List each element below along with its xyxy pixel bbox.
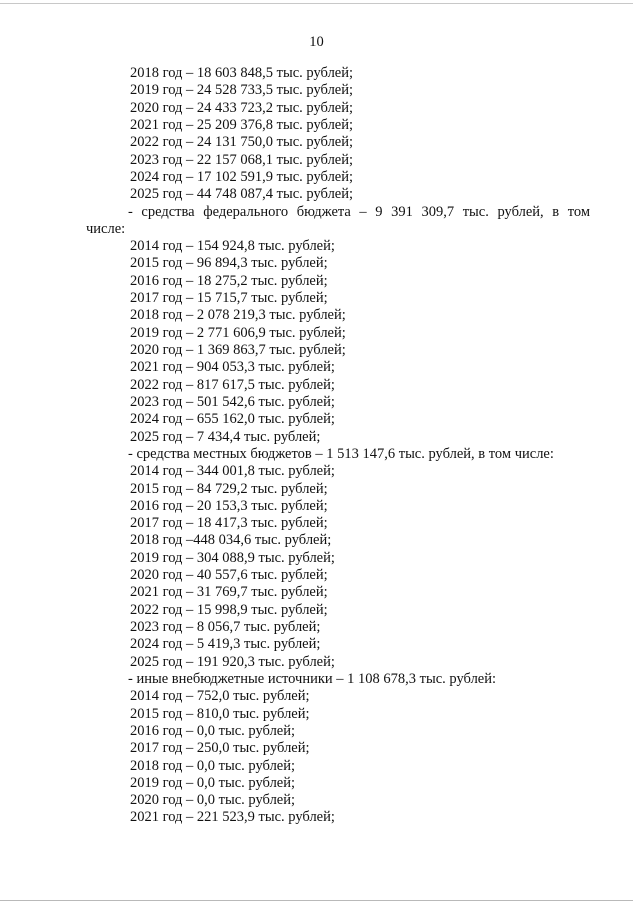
year-line: 2021 год – 221 523,9 тыс. рублей; xyxy=(130,809,335,826)
year-line: 2022 год – 817 617,5 тыс. рублей; xyxy=(130,376,335,393)
year-line: 2014 год – 154 924,8 тыс. рублей; xyxy=(130,238,335,255)
year-line: 2024 год – 5 419,3 тыс. рублей; xyxy=(130,636,321,653)
year-line: 2016 год – 20 153,3 тыс. рублей; xyxy=(130,497,328,514)
year-line: 2018 год – 2 078 219,3 тыс. рублей; xyxy=(130,307,346,324)
year-line: 2023 год – 22 157 068,1 тыс. рублей; xyxy=(130,151,354,168)
year-line: 2015 год – 84 729,2 тыс. рублей; xyxy=(130,480,328,497)
year-line: 2023 год – 8 056,7 тыс. рублей; xyxy=(130,619,321,635)
top-year-list xyxy=(86,65,590,204)
year-line: 2015 год – 96 894,3 тыс. рублей; xyxy=(130,255,328,272)
top-scan-edge xyxy=(0,3,633,4)
year-line: 2014 год – 752,0 тыс. рублей; xyxy=(130,688,310,705)
local-budget-section xyxy=(86,446,590,671)
year-line: 2016 год – 18 275,2 тыс. рублей; xyxy=(130,272,328,289)
year-line: 2019 год – 2 771 606,9 тыс. рублей; xyxy=(130,324,346,341)
year-line: 2016 год – 0,0 тыс. рублей; xyxy=(130,722,296,739)
federal-budget-heading-continuation: числе: xyxy=(86,220,126,237)
year-line: 2021 год – 31 769,7 тыс. рублей; xyxy=(130,584,328,601)
year-line: 2020 год – 40 557,6 тыс. рублей; xyxy=(130,567,328,584)
year-line: 2022 год – 15 998,9 тыс. рублей; xyxy=(130,601,328,618)
year-line: 2019 год – 24 528 733,5 тыс. рублей; xyxy=(130,82,354,99)
year-line: 2025 год – 44 748 087,4 тыс. рублей; xyxy=(130,186,354,203)
document-body xyxy=(86,65,590,827)
year-line: 2023 год – 501 542,6 тыс. рублей; xyxy=(130,393,335,410)
year-line: 2025 год – 7 434,4 тыс. рублей; xyxy=(130,428,321,445)
year-line: 2014 год – 344 001,8 тыс. рублей; xyxy=(130,463,335,480)
year-line: 2022 год – 24 131 750,0 тыс. рублей; xyxy=(130,134,354,151)
year-line: 2019 год – 304 088,9 тыс. рублей; xyxy=(130,549,335,566)
year-line: 2018 год – 18 603 848,5 тыс. рублей; xyxy=(130,65,354,81)
year-line: 2021 год – 25 209 376,8 тыс. рублей; xyxy=(130,116,354,133)
year-line: 2017 год – 250,0 тыс. рублей; xyxy=(130,740,310,757)
bottom-scan-edge xyxy=(0,900,633,901)
extrabudgetary-heading: - иные внебюджетные источники – 1 108 678,3 тыс. рублей: xyxy=(128,670,497,687)
year-line: 2020 год – 0,0 тыс. рублей; xyxy=(130,792,296,809)
year-line: 2020 год – 24 433 723,2 тыс. рублей; xyxy=(130,99,354,116)
federal-budget-section xyxy=(86,204,590,446)
page-number: 10 xyxy=(309,34,324,50)
year-line: 2025 год – 191 920,3 тыс. рублей; xyxy=(130,653,335,670)
year-line: 2017 год – 18 417,3 тыс. рублей; xyxy=(130,515,328,532)
year-line: 2017 год – 15 715,7 тыс. рублей; xyxy=(130,290,328,307)
year-line: 2018 год – 0,0 тыс. рублей; xyxy=(130,757,296,774)
year-line: 2024 год – 655 162,0 тыс. рублей; xyxy=(130,411,335,428)
extrabudgetary-section xyxy=(86,671,590,827)
federal-budget-heading: - средства федерального бюджета – 9 391 309,7 тыс. рублей, в том xyxy=(128,203,590,220)
year-line: 2019 год – 0,0 тыс. рублей; xyxy=(130,774,296,791)
local-budget-heading: - средства местных бюджетов – 1 513 147,6 тыс. рублей, в том числе: xyxy=(128,445,554,462)
year-line: 2024 год – 17 102 591,9 тыс. рублей; xyxy=(130,168,354,185)
year-line: 2021 год – 904 053,3 тыс. рублей; xyxy=(130,359,335,376)
year-line: 2020 год – 1 369 863,7 тыс. рублей; xyxy=(130,342,346,358)
year-line: 2015 год – 810,0 тыс. рублей; xyxy=(130,705,310,722)
year-line: 2018 год –448 034,6 тыс. рублей; xyxy=(130,532,332,549)
